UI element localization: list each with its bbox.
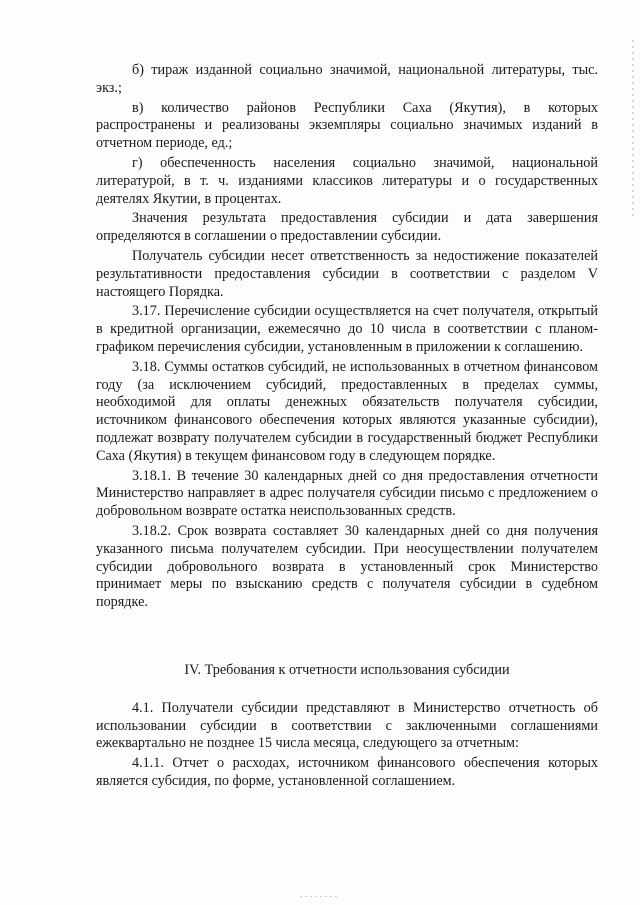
section-heading: IV. Требования к отчетности использования субсидии	[184, 661, 510, 678]
scan-bottom-mark	[300, 896, 340, 897]
paragraph-4-1: 4.1. Получатели субсидии представляют в Министерство отчетность об использовании субсидии в соответствии с заключенными соглашениями ежеквартально не позднее 15 числа месяца, следующего за отчетным:	[96, 699, 598, 752]
paragraph-result-values: Значения результата предоставления субсидии и дата завершения определяются в соглашении о предоставлении субсидии.	[96, 210, 598, 245]
paragraph-3-18: 3.18. Суммы остатков субсидий, не использованных в отчетном финансовом году (за исключением субсидий, предоставленных в пределах суммы, необходимой для оплаты денежных обязательств получателя субсидии, источником финансового обеспечения которых являются указанные субсидии), подлежат возврату получателем субсидии в государственный бюджет Республики Саха (Якутия) в текущем финансовом году в следующем порядке.	[96, 358, 598, 464]
paragraph-b: б) тираж изданной социально значимой, национальной литературы, тыс. экз.;	[96, 62, 598, 96]
scan-edge-mark	[632, 40, 634, 220]
paragraph-3-17: 3.17. Перечисление субсидии осуществляется на счет получателя, открытый в кредитной организации, ежемесячно до 10 числа в соответствии с планом-графиком перечисления субсидии, установленным в приложении к соглашению.	[96, 303, 598, 355]
paragraph-responsibility: Получатель субсидии несет ответственность за недостижение показателей результативности предоставления субсидии в соответствии с разделом V настоящего Порядка.	[96, 247, 598, 300]
paragraph-g: г) обеспеченность населения социально значимой, национальной литературой, в т. ч. изданиями классиков литературы и о государственных деятелях Якутии, в процентах.	[96, 154, 598, 207]
paragraph-v: в) количество районов Республики Саха (Якутия), в которых распространены и реализованы экземпляры социально значимых изданий в отчетном периоде, ед.;	[96, 99, 598, 152]
document-body	[96, 62, 598, 791]
paragraph-4-1-1: 4.1.1. Отчет о расходах, источником финансового обеспечения которых является субсидия, по форме, установленной соглашением.	[96, 755, 598, 789]
paragraph-3-18-1: 3.18.1. В течение 30 календарных дней со дня предоставления отчетности Министерство направляет в адрес получателя субсидии письмо с предложением о добровольном возврате остатка неиспользованных средств.	[96, 467, 598, 520]
paragraph-3-18-2: 3.18.2. Срок возврата составляет 30 календарных дней со дня получения указанного письма получателем субсидии. При неосуществлении получателем субсидии добровольного возврата в установленный срок Министерство принимает меры по взысканию средств с получателя субсидии в судебном порядке.	[96, 522, 598, 611]
